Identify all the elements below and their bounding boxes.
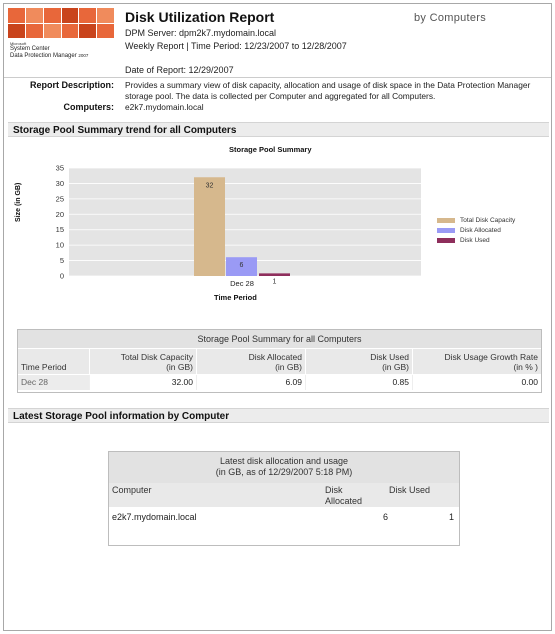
- y-tick-label: 5: [59, 256, 64, 266]
- col-computer: Computer: [109, 483, 325, 507]
- report-page: [3, 3, 552, 631]
- time-period: Weekly Report | Time Period: 12/23/2007 to 12/28/2007: [125, 41, 347, 51]
- date-of-report: Date of Report: 12/29/2007: [125, 65, 234, 75]
- col-allocated: Disk Allocated: [325, 483, 389, 507]
- y-tick-label: 25: [55, 194, 64, 204]
- chart-xlabel: Time Period: [214, 293, 257, 302]
- summary-table-caption: Storage Pool Summary for all Computers: [18, 330, 541, 348]
- y-tick-label: 35: [55, 163, 64, 173]
- data-label: 6: [239, 262, 244, 270]
- legend-total-capacity: Total Disk Capacity: [437, 217, 515, 224]
- bar-total-capacity: [194, 177, 225, 276]
- legend-disk-used: Disk Used: [437, 237, 490, 244]
- x-tick-label: Dec 28: [230, 279, 254, 288]
- data-label: 32: [205, 182, 214, 190]
- table-cell-capacity: 32.00: [90, 375, 197, 390]
- description-label: Report Description:: [29, 80, 114, 90]
- data-label: 1: [272, 278, 277, 286]
- y-tick-label: 20: [55, 209, 64, 219]
- logo-microsoft: Microsoft: [10, 41, 27, 46]
- col-growth-rate: Disk Usage Growth Rate (in % ): [413, 349, 541, 374]
- col-time-period: Time Period: [18, 349, 90, 374]
- y-tick-label: 15: [55, 225, 64, 235]
- table-cell-allocated: 6.09: [197, 375, 306, 390]
- section-latest-header: Latest Storage Pool information by Computer: [8, 408, 549, 423]
- row-computer: e2k7.mydomain.local: [112, 512, 197, 522]
- bar-disk-used: [259, 273, 290, 276]
- summary-table: [17, 329, 542, 393]
- section-trend-header: Storage Pool Summary trend for all Computers: [8, 122, 549, 137]
- logo-system-center: System Center: [10, 46, 50, 52]
- storage-pool-chart: [4, 4, 551, 324]
- report-title: Disk Utilization Report: [125, 9, 275, 25]
- row-allocated: 6: [383, 512, 389, 522]
- report-scope: by Computers: [414, 12, 487, 24]
- y-tick-label: 10: [55, 240, 64, 250]
- col-disk-allocated: Disk Allocated (in GB): [197, 349, 306, 374]
- computers-value: e2k7.mydomain.local: [125, 102, 204, 112]
- table-cell-period: Dec 28: [18, 375, 90, 390]
- latest-table: [108, 451, 460, 546]
- latest-table-caption: Latest disk allocation and usage (in GB, as of 12/29/2007 5:18 PM): [109, 452, 459, 483]
- computers-label: Computers:: [63, 102, 114, 112]
- chart-title: Storage Pool Summary: [229, 145, 312, 154]
- y-tick-label: 30: [55, 178, 64, 188]
- col-used: Disk Used: [389, 483, 459, 507]
- dpm-server: DPM Server: dpm2k7.mydomain.local: [125, 28, 277, 38]
- legend-disk-allocated: Disk Allocated: [437, 227, 501, 234]
- logo-product-name: Data Protection Manager: [10, 53, 77, 59]
- description-text: Provides a summary view of disk capacity, allocation and usage of disk space in the Data Protection Manager storage pool. The data is collected per Computer and aggregated for all Computers.: [125, 80, 531, 101]
- y-tick-label: 0: [59, 271, 64, 281]
- table-cell-growth: 0.00: [521, 377, 538, 387]
- logo-year: 2007: [78, 53, 89, 58]
- chart-ylabel: Size (in GB): [15, 182, 22, 222]
- row-used: 1: [449, 512, 455, 522]
- table-cell-used: 0.85: [306, 375, 413, 390]
- col-total-capacity: Total Disk Capacity (in GB): [90, 349, 197, 374]
- col-disk-used: Disk Used (in GB): [306, 349, 413, 374]
